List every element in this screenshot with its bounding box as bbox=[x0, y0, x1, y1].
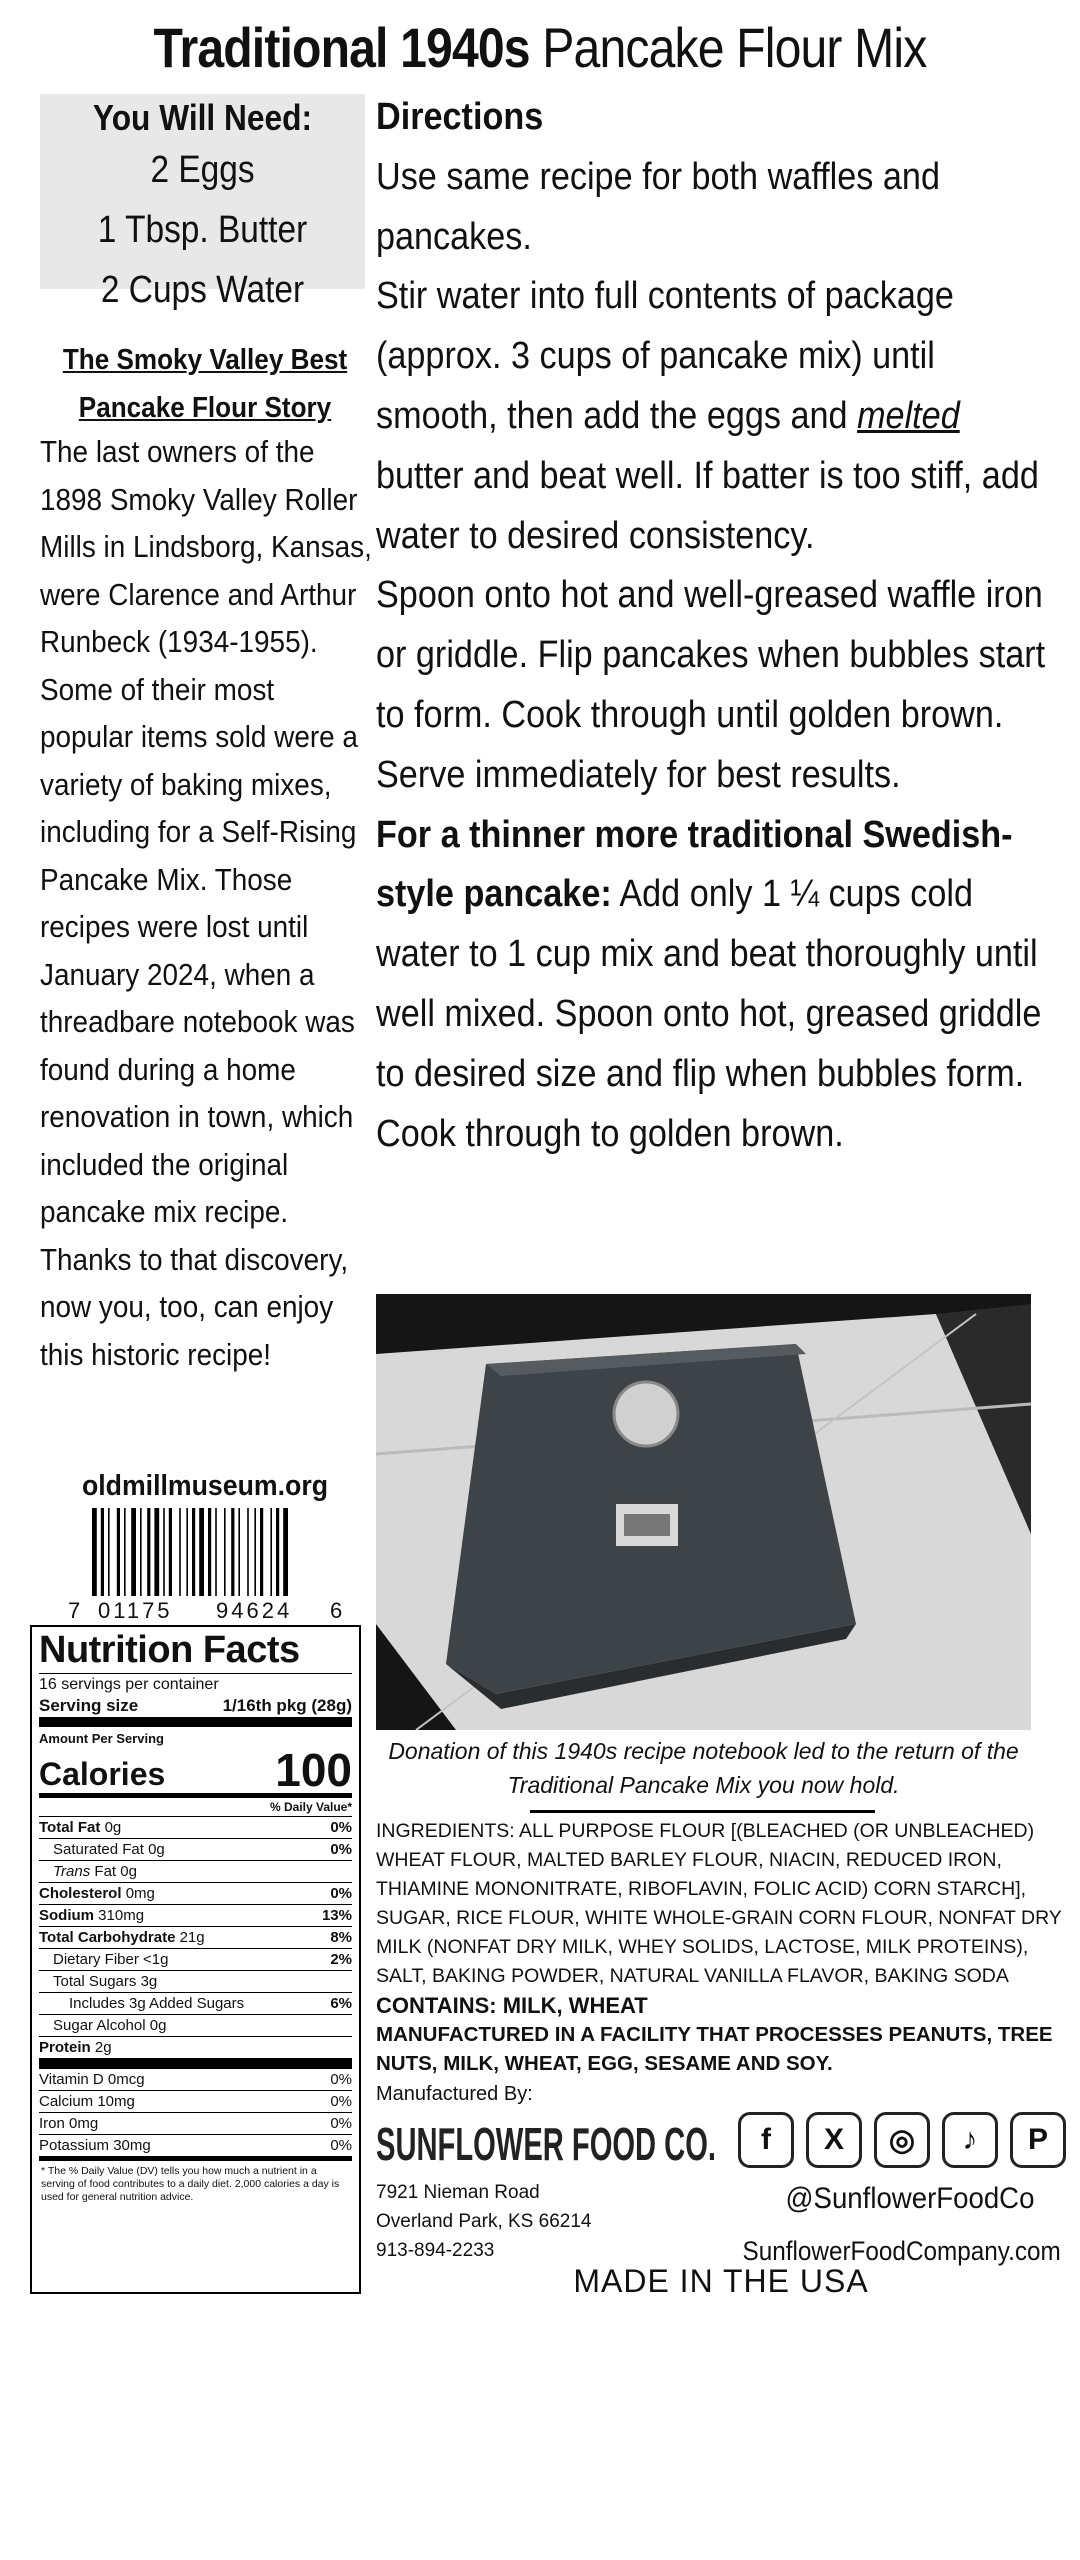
vitamin-rows bbox=[39, 2069, 352, 2156]
phone-number[interactable]: 913-894-2233 bbox=[376, 2240, 495, 2261]
manufacturer-address bbox=[376, 2178, 591, 2265]
nutrient-name: Sugar Alcohol bbox=[53, 2017, 146, 2034]
story-text bbox=[40, 428, 373, 1378]
nutrient-name: Dietary Fiber bbox=[53, 1951, 139, 1968]
nutrient-amount: Fat 0g bbox=[94, 1863, 137, 1880]
nutrient-amount: 0mg bbox=[125, 1885, 155, 1902]
vitamin-row bbox=[39, 2069, 352, 2091]
nutrient-row bbox=[39, 1861, 352, 1883]
barcode-bar bbox=[224, 1508, 226, 1596]
nutrient-amount: 0g bbox=[149, 2017, 167, 2034]
barcode-bar bbox=[199, 1508, 204, 1596]
nutrient-label bbox=[39, 1905, 144, 1926]
manufactured-by-label: Manufactured By: bbox=[376, 2083, 533, 2105]
barcode-bar bbox=[108, 1508, 110, 1596]
divider-rule bbox=[530, 1810, 875, 1813]
nutrient-amount: 0g bbox=[104, 1819, 122, 1836]
nutrient-dv: 0% bbox=[330, 1841, 352, 1858]
nutrient-dv: 0% bbox=[330, 1885, 352, 1902]
need-item: 2 Eggs bbox=[150, 149, 255, 191]
nutrition-footnote: * The % Daily Value (DV) tells you how much a nutrient in a serving of food contributes to a daily diet. 2,000 calories a day is used for general nutrition advice. bbox=[41, 2165, 340, 2203]
you-will-need-heading: You Will Need: bbox=[92, 97, 313, 138]
barcode-bar bbox=[92, 1508, 97, 1596]
story-heading-line: Pancake Flour Story bbox=[78, 392, 332, 424]
facebook-icon[interactable]: f bbox=[738, 2112, 794, 2168]
nutrient-row bbox=[39, 2015, 352, 2037]
nutrient-label bbox=[39, 1839, 165, 1860]
nutrient-name: Saturated Fat bbox=[53, 1841, 144, 1858]
barcode-bar bbox=[131, 1508, 136, 1596]
nutrient-row bbox=[39, 1883, 352, 1905]
nutrient-amount: 2g bbox=[94, 2039, 112, 2056]
barcode-bar bbox=[154, 1508, 159, 1596]
need-item: 2 Cups Water bbox=[100, 269, 305, 311]
nutrition-title: Nutrition Facts bbox=[39, 1629, 300, 1671]
nutrient-dv: 0% bbox=[330, 1819, 352, 1836]
nutrient-name: Includes 3g Added Sugars bbox=[69, 1995, 245, 2012]
swedish-heading: For a thinner more traditional Swedish-style pancake: bbox=[376, 813, 1013, 916]
barcode-bar bbox=[147, 1508, 150, 1596]
nutrient-name: Cholesterol bbox=[39, 1885, 122, 1902]
nutrient-name: Total Fat bbox=[39, 1819, 101, 1836]
page-title bbox=[76, 8, 1005, 88]
barcode-bar bbox=[101, 1508, 104, 1596]
you-will-need-box bbox=[40, 94, 365, 311]
photo-caption: Donation of this 1940s recipe notebook led to the return of the Traditional Pancake Mix you now hold. bbox=[388, 1738, 1019, 1798]
barcode-digit: 6 bbox=[330, 1598, 343, 1623]
barcode bbox=[90, 1508, 330, 1596]
barcode-bar bbox=[140, 1508, 142, 1596]
directions-paragraph: Spoon onto hot and well-greased waffle iron or griddle. Flip pancakes when bubbles start to form. Cook through until golden brown. Serve immediately for best results. bbox=[376, 574, 1046, 796]
dv-header: % Daily Value* bbox=[269, 1800, 352, 1814]
story-heading bbox=[40, 336, 370, 432]
nutrient-label bbox=[39, 1883, 155, 1904]
nutrient-label bbox=[39, 2037, 112, 2058]
nutrient-row bbox=[39, 1905, 352, 1927]
nutrient-dv: 8% bbox=[330, 1929, 352, 1946]
ingredients-block bbox=[376, 1817, 1066, 2078]
x-icon[interactable]: X bbox=[806, 2112, 862, 2168]
directions-paragraph: Use same recipe for both waffles and pancakes. bbox=[376, 155, 940, 258]
nutrient-label bbox=[39, 1993, 244, 2014]
nutrient-dv: 6% bbox=[330, 1995, 352, 2012]
barcode-digit: 94624 bbox=[216, 1598, 293, 1623]
daily-value-header bbox=[39, 1798, 352, 1817]
melted-emphasis: melted bbox=[857, 394, 960, 437]
nutrient-label bbox=[39, 1927, 205, 1948]
barcode-bar bbox=[231, 1508, 234, 1596]
barcode-bar bbox=[276, 1508, 279, 1596]
instagram-icon[interactable]: ◎ bbox=[874, 2112, 930, 2168]
nutrition-facts-panel bbox=[30, 1625, 361, 2294]
nutrient-label bbox=[39, 1861, 137, 1882]
directions-paragraph bbox=[376, 267, 1053, 566]
nutrient-name: Total Carbohydrate bbox=[39, 1929, 176, 1946]
vitamin-label: Vitamin D 0mcg bbox=[39, 2071, 145, 2088]
servings-text: 16 servings per container bbox=[39, 1676, 219, 1693]
nutrient-label bbox=[39, 1971, 157, 1992]
vitamin-dv: 0% bbox=[330, 2115, 352, 2132]
story-paragraph: Thanks to that discovery, now you, too, can enjoy this historic recipe! bbox=[40, 1241, 349, 1372]
nutrient-amount: 0g bbox=[148, 1841, 165, 1858]
amount-label: Amount Per Serving bbox=[39, 1731, 164, 1746]
barcode-digits bbox=[68, 1598, 343, 1628]
address-city: Overland Park, KS 66214 bbox=[376, 2211, 592, 2232]
nutrient-row bbox=[39, 1839, 352, 1861]
social-icons bbox=[738, 2112, 1066, 2168]
nutrient-row bbox=[39, 1971, 352, 1993]
nutrient-amount: 310mg bbox=[98, 1907, 145, 1924]
nutrient-name: Trans bbox=[53, 1863, 91, 1880]
nutrient-rows bbox=[39, 1817, 352, 2059]
story-paragraph: The last owners of the 1898 Smoky Valley Roller Mills in Lindsborg, Kansas, were Clarence and Arthur Runbeck (1934-1955). Some of their most popular items sold were a variety of baking mixes, including for a Self-Rising Pancake Mix. Those recipes were lost until January 2024, when a threadbare notebook was found during a home renovation in town, which included the original pancake mix recipe. bbox=[40, 434, 372, 1229]
address-street: 7921 Nieman Road bbox=[376, 2182, 540, 2203]
nutrient-row bbox=[39, 1817, 352, 1839]
nutrient-label bbox=[39, 2015, 166, 2036]
barcode-bar bbox=[260, 1508, 263, 1596]
need-item: 1 Tbsp. Butter bbox=[97, 209, 308, 251]
vitamin-label: Calcium 10mg bbox=[39, 2093, 135, 2110]
pinterest-icon[interactable]: P bbox=[1010, 2112, 1066, 2168]
text: Stir water into full contents of package (approx. 3 cups of pancake mix) until smooth, then add the eggs and bbox=[376, 275, 954, 437]
barcode-bar bbox=[238, 1508, 240, 1596]
social-handle[interactable]: @SunflowerFoodCo bbox=[785, 2182, 1035, 2215]
text: butter and beat well. If batter is too stiff, add water to desired consistency. bbox=[376, 454, 1039, 557]
made-in-usa: MADE IN THE USA bbox=[573, 2263, 869, 2299]
nutrient-amount: <1g bbox=[143, 1951, 169, 1968]
nutrient-dv: 13% bbox=[321, 1907, 352, 1924]
barcode-digit: 01175 bbox=[98, 1598, 173, 1623]
directions bbox=[376, 88, 1053, 1164]
facility-text: MANUFACTURED IN A FACILITY THAT PROCESSES PEANUTS, TREE NUTS, MILK, WHEAT, EGG, SESAME AND SOY. bbox=[376, 2023, 1053, 2075]
ingredients-text: INGREDIENTS: ALL PURPOSE FLOUR [(BLEACHED (OR UNBLEACHED) WHEAT FLOUR, MALTED BARLEY FLOUR, NIACIN, REDUCED IRON, THIAMINE MONONITRATE, RIBOFLAVIN, FOLIC ACID) CORN STARCH], SUGAR, RICE FLOUR, WHITE WHOLE-GRAIN CORN FLOUR, NONFAT DRY MILK (NONFAT DRY MILK, WHEY SOLIDS, LACTOSE, MILK PROTEINS), SALT, BAKING POWDER, NATURAL VANILLA FLAVOR, BAKING SODA bbox=[376, 1820, 1062, 1987]
calories-value: 100 bbox=[275, 1744, 352, 1796]
tiktok-icon[interactable]: ♪ bbox=[942, 2112, 998, 2168]
notebook-photo bbox=[376, 1294, 1031, 1730]
calories-row bbox=[39, 1744, 352, 1798]
title-rest: Pancake Flour Mix bbox=[542, 16, 927, 79]
story-heading-line: The Smoky Valley Best bbox=[62, 344, 348, 376]
nutrient-row bbox=[39, 1993, 352, 2015]
nutrient-label bbox=[39, 1949, 168, 1970]
sunflower-food-co-logo bbox=[376, 2115, 721, 2170]
nutrient-row bbox=[39, 2037, 352, 2059]
vitamin-row bbox=[39, 2113, 352, 2135]
vitamin-dv: 0% bbox=[330, 2093, 352, 2110]
nutrient-name: Protein bbox=[39, 2039, 91, 2056]
nutrient-row bbox=[39, 1927, 352, 1949]
directions-heading: Directions bbox=[376, 96, 544, 138]
logo-text: SUNFLOWER FOOD CO. bbox=[376, 2118, 716, 2170]
serving-size-row bbox=[39, 1695, 352, 1727]
barcode-bar bbox=[186, 1508, 188, 1596]
directions-paragraph bbox=[376, 806, 1053, 1165]
servings-row bbox=[39, 1673, 352, 1695]
museum-website[interactable]: oldmillmuseum.org bbox=[81, 1470, 329, 1502]
barcode-bar bbox=[208, 1508, 211, 1596]
divider bbox=[39, 2059, 352, 2069]
barcode-bar bbox=[179, 1508, 181, 1596]
barcode-bar bbox=[247, 1508, 249, 1596]
serving-size-label: Serving size bbox=[39, 1696, 139, 1715]
nutrient-amount: 21g bbox=[179, 1929, 205, 1946]
nutrient-row bbox=[39, 1949, 352, 1971]
serving-size-value: 1/16th pkg (28g) bbox=[222, 1696, 352, 1715]
vitamin-row bbox=[39, 2091, 352, 2113]
vitamin-label: Iron 0mg bbox=[39, 2115, 99, 2132]
vitamin-dv: 0% bbox=[330, 2071, 352, 2088]
text: Add only 1 ¼ cups cold water to 1 cup mix and beat thoroughly until well mixed. Spoon onto hot, greased griddle to desired size and flip when bubbles form. Cook through to golden brown. bbox=[376, 873, 1042, 1155]
barcode-bar bbox=[270, 1508, 272, 1596]
barcode-bar bbox=[169, 1508, 172, 1596]
nutrient-amount: 3g bbox=[140, 1973, 158, 1990]
barcode-bar bbox=[124, 1508, 126, 1596]
barcode-bar bbox=[215, 1508, 217, 1596]
nutrient-label bbox=[39, 1817, 121, 1838]
vitamin-dv: 0% bbox=[330, 2137, 352, 2154]
nutrient-dv: 2% bbox=[330, 1951, 352, 1968]
contains-text: CONTAINS: MILK, WHEAT bbox=[376, 1993, 648, 2018]
notebook-illustration bbox=[376, 1294, 1031, 1730]
title-bold: Traditional 1940s bbox=[153, 16, 530, 79]
barcode-bar bbox=[254, 1508, 256, 1596]
nutrient-name: Total Sugars bbox=[53, 1973, 137, 1990]
barcode-bar bbox=[117, 1508, 120, 1596]
calories-label: Calories bbox=[39, 1756, 166, 1792]
barcode-digit: 7 bbox=[68, 1598, 81, 1623]
barcode-bar bbox=[192, 1508, 195, 1596]
nutrient-name: Sodium bbox=[39, 1907, 94, 1924]
vitamin-label: Potassium 30mg bbox=[39, 2137, 151, 2154]
barcode-bar bbox=[163, 1508, 165, 1596]
barcode-bar bbox=[283, 1508, 288, 1596]
vitamin-row bbox=[39, 2135, 352, 2156]
company-website[interactable]: SunflowerFoodCompany.com bbox=[742, 2236, 1061, 2266]
